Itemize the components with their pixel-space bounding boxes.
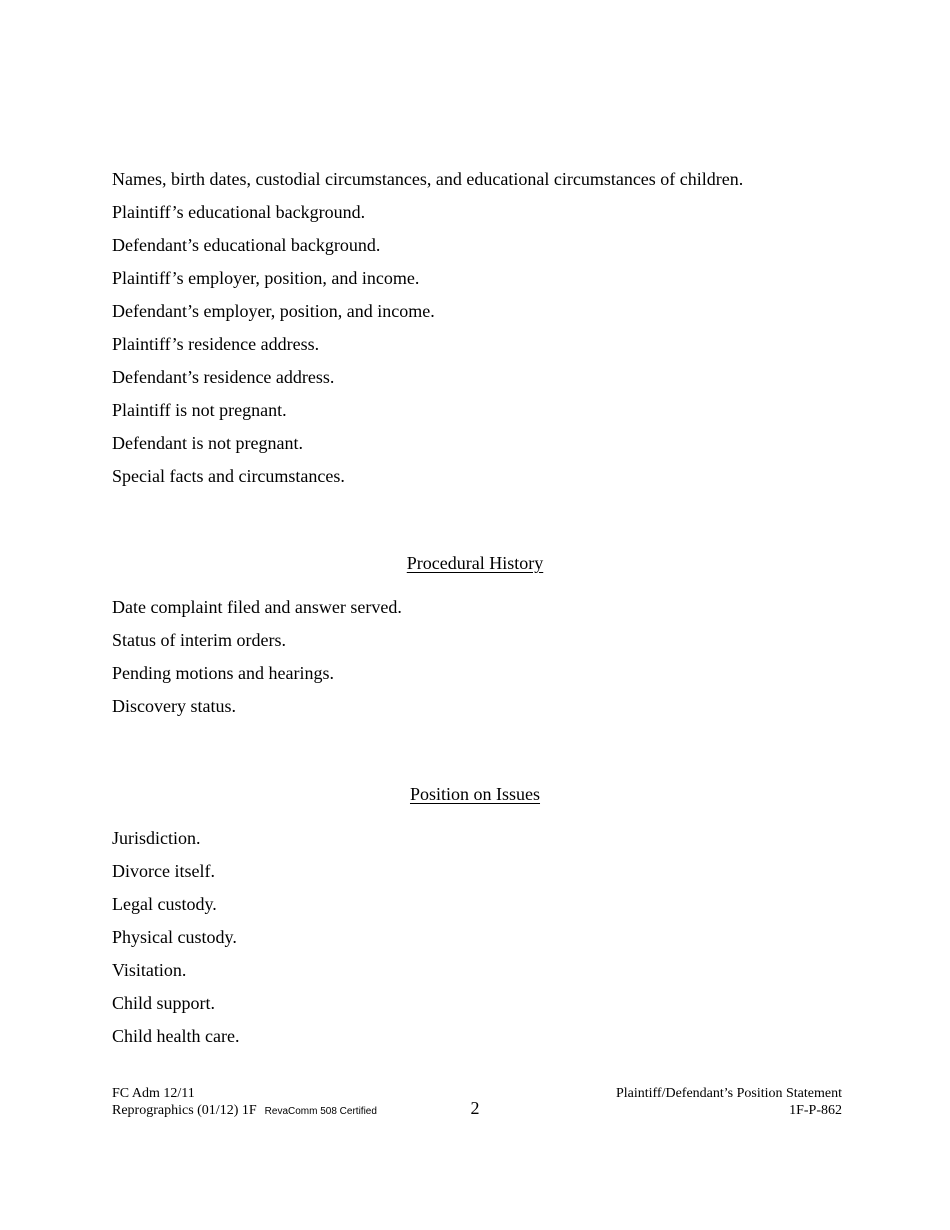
reprographics-text: Reprographics (01/12) 1F (112, 1103, 257, 1118)
heading-text: Procedural History (406, 553, 544, 573)
list-item: Physical custody. (112, 927, 237, 947)
form-number: 1F-P-862 (789, 1103, 842, 1118)
position-on-issues-heading (0, 783, 950, 805)
list-item: Status of interim orders. (112, 630, 286, 650)
list-item: Child health care. (112, 1026, 240, 1046)
page-number: 2 (470, 1098, 480, 1118)
list-item: Plaintiff’s residence address. (112, 334, 320, 354)
procedural-history-list (112, 596, 852, 728)
list-item: Names, birth dates, custodial circumstances, and educational circumstances of children. (112, 169, 744, 189)
list-item: Special facts and circumstances. (112, 466, 345, 486)
facts-list (112, 168, 852, 498)
list-item: Divorce itself. (112, 861, 215, 881)
form-title: Plaintiff/Defendant’s Position Statement (615, 1086, 842, 1101)
form-revision: FC Adm 12/11 (112, 1086, 195, 1101)
list-item: Plaintiff is not pregnant. (112, 400, 287, 420)
procedural-history-heading (0, 552, 950, 574)
list-item: Legal custody. (112, 894, 217, 914)
list-item: Visitation. (112, 960, 187, 980)
list-item: Plaintiff’s employer, position, and income. (112, 268, 420, 288)
certification-note: RevaComm 508 Certified (264, 1106, 377, 1117)
footer-right (616, 1085, 842, 1119)
list-item: Jurisdiction. (112, 828, 201, 848)
list-item: Defendant’s residence address. (112, 367, 335, 387)
list-item: Defendant’s employer, position, and income. (112, 301, 435, 321)
list-item: Plaintiff’s educational background. (112, 202, 366, 222)
list-item: Date complaint filed and answer served. (112, 597, 402, 617)
position-on-issues-list (112, 827, 852, 1058)
list-item: Discovery status. (112, 696, 236, 716)
list-item: Pending motions and hearings. (112, 663, 334, 683)
heading-text: Position on Issues (409, 784, 541, 804)
list-item: Defendant’s educational background. (112, 235, 381, 255)
list-item: Child support. (112, 993, 216, 1013)
list-item: Defendant is not pregnant. (112, 433, 303, 453)
